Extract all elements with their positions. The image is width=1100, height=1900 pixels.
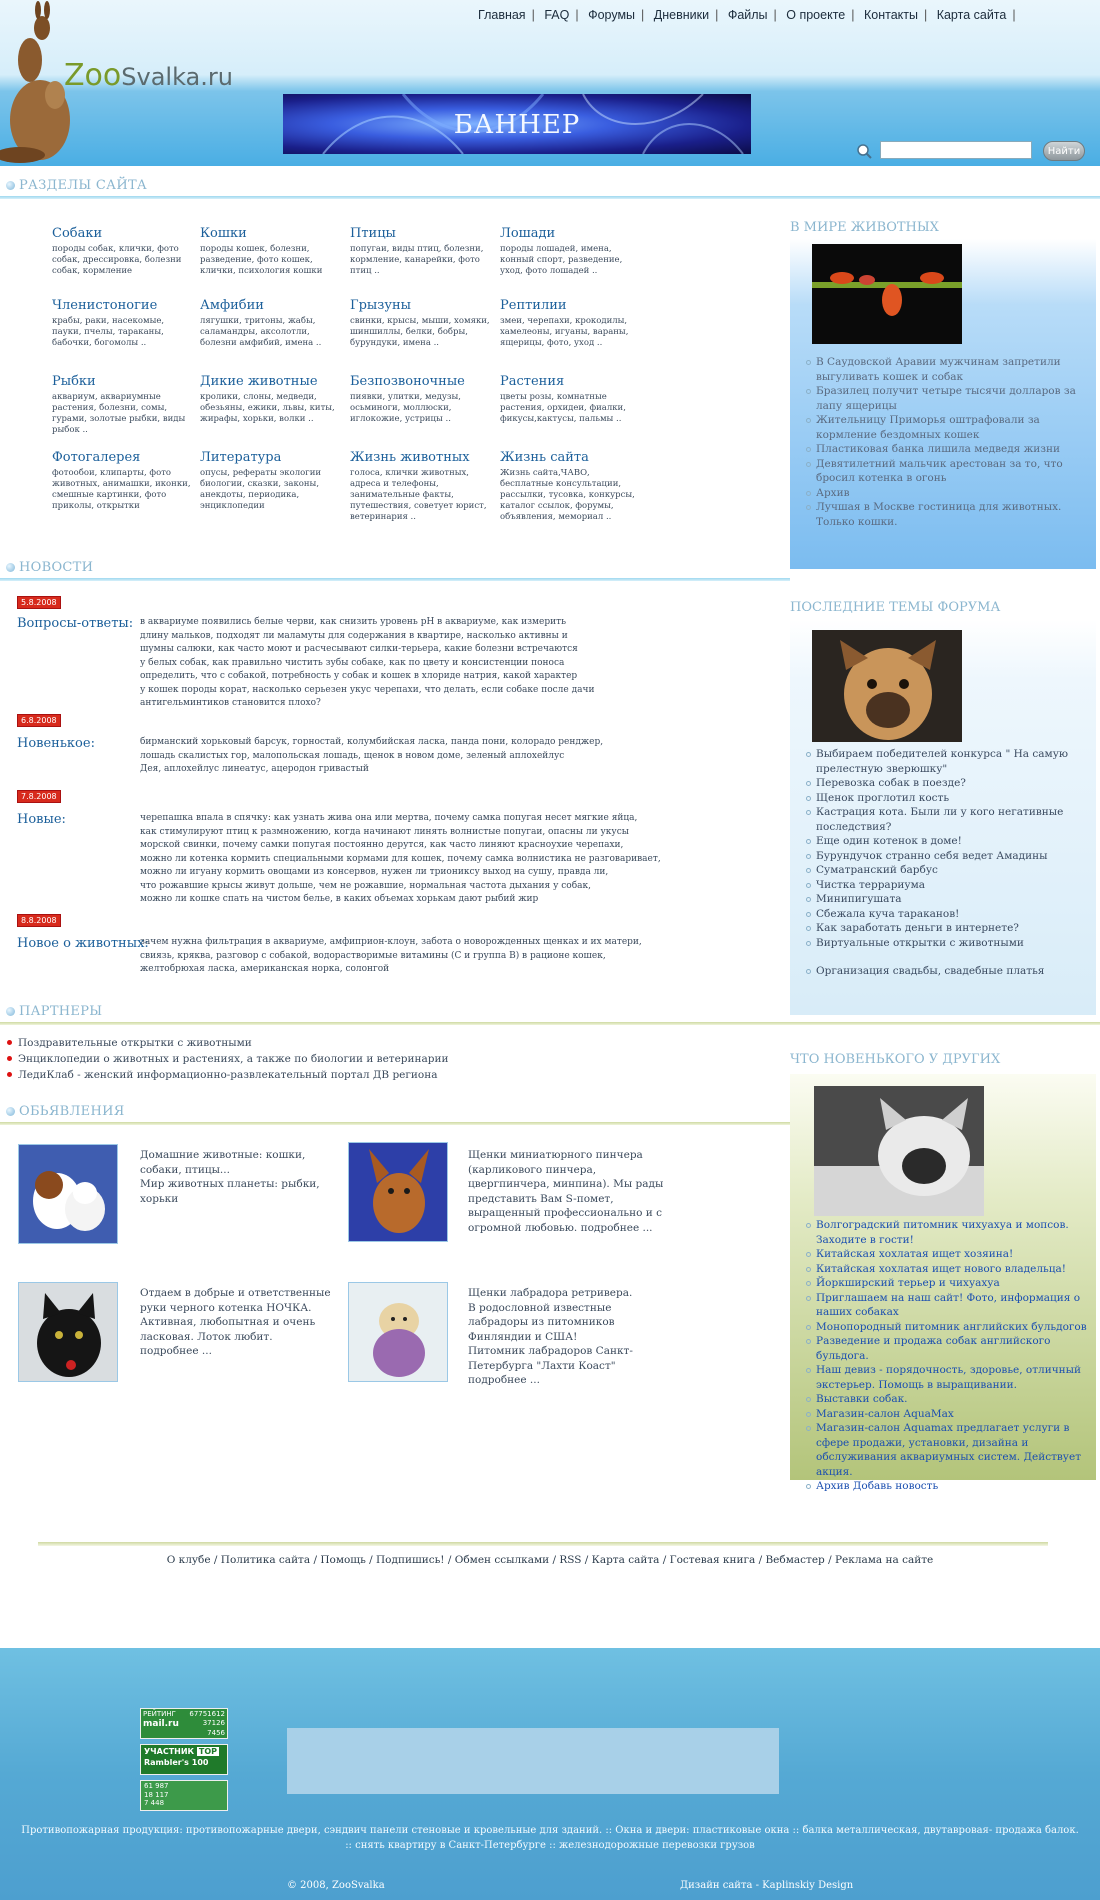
archive-link[interactable]: Архив xyxy=(806,486,1086,501)
news-date-badge: 8.8.2008 xyxy=(17,914,61,927)
category-desc: породы кошек, болезни, разведение, фото кошек, клички, психология кошки xyxy=(200,244,323,276)
section-title-animal-world: В МИРЕ ЖИВОТНЫХ xyxy=(790,220,939,235)
category-reptiles[interactable] xyxy=(500,298,640,349)
top-navigation: Главная | FAQ | Форумы | Дневники | Файлы | О проекте | Контакты | Карта сайта | xyxy=(478,8,1016,22)
others-archive-link[interactable]: Архив Добавь новость xyxy=(806,1479,1096,1494)
category-wild[interactable] xyxy=(200,374,340,425)
category-animal-life[interactable] xyxy=(350,450,490,523)
category-desc: свинки, крысы, мыши, хомяки, шиншиллы, белки, бобры, бурундуки, имена .. xyxy=(350,316,490,348)
forum-topic-link[interactable]: Как заработать деньги в интернете? xyxy=(806,921,1086,936)
category-title[interactable]: Рыбки xyxy=(52,374,96,389)
banner-text: БАННЕР xyxy=(453,110,581,140)
footer-divider xyxy=(38,1542,1048,1546)
mailru-rating-counter[interactable]: РЕЙТИНГ 67751612 mail.ru 37126 7456 xyxy=(140,1708,228,1739)
news-link[interactable]: В Саудовской Аравии мужчинам запретили выгуливать кошек и собак xyxy=(806,355,1086,384)
others-link[interactable]: Монопородный питомник английских бульдогов xyxy=(806,1320,1096,1335)
news-body[interactable]: зачем нужна фильтрация в аквариуме, амфиприон-клоун, забота о новорожденных щенках и их матери, свиязь, кряква, разговор с собакой, водорастворимые витамины (С и группа В) в рационе кошек, желтобрюхая ласка, американская норка, солонгой xyxy=(140,937,642,974)
site-logo[interactable] xyxy=(64,58,233,93)
others-link[interactable]: Китайская хохлатая ищет хозяина! xyxy=(806,1247,1096,1262)
others-link[interactable]: Наш девиз - порядочность, здоровье, отличный экстерьер. Помощь в выращивании. xyxy=(806,1363,1096,1392)
others-link[interactable]: Китайская хохлатая ищет нового владельца! xyxy=(806,1262,1096,1277)
category-horses[interactable] xyxy=(500,226,640,277)
news-body[interactable]: черепашка впала в спячку: как узнать жива она или мертва, почему самка попугая несет мягкие яйца, как стимулируют птиц к размножению, когда начинают линять волнистые попугаи, опасны ли укусы морской свинки, почему самки попугая постоянно дерутся, как часто линяют красноухие черепахи, можно ли котенка кормить специальными кормами для кошек, почему самка волнистика не разговаривает, можно ли игуану кормить овощами из консервов, нужен ли триониксу выход на сушу, правда ли, что рожавшие крысы живут дольше, чем не рожавшие, нормальная частота дыхания у собак, можно ли кошке спать на чистом белье, в каких объемах хорькам дают рыбий жир xyxy=(140,813,661,904)
category-desc: лягушки, тритоны, жабы, саламандры, аксолотли, болезни амфибий, имена .. xyxy=(200,316,322,348)
ad-text[interactable]: Щенки миниатюрного пинчера (карликового пинчера, цвергпинчера, минпина). Мы рады представить Вам S-помет, выращенный профессионально и с огромной любовью. подробнее ... xyxy=(468,1149,664,1234)
category-title[interactable]: Лошади xyxy=(500,226,556,241)
animal-world-image[interactable] xyxy=(812,244,962,344)
news-link[interactable]: Жительницу Приморья оштрафовали за кормление бездомных кошек xyxy=(806,413,1086,442)
footer-promo-links[interactable]: Противопожарная продукция: противопожарные двери, сэндвич панели стеновые и кровельные для зданий. :: Окна и двери: пластиковые окна :: балка металлическая, двутавровая- продажа балок. :: снять квартиру в Санкт-Петербурге :: железнодорожные перевозки грузов xyxy=(21,1825,1079,1851)
category-invertebrates[interactable] xyxy=(350,374,490,425)
forum-topic-link[interactable]: Минипигушата xyxy=(806,892,1086,907)
category-title[interactable]: Амфибии xyxy=(200,298,264,313)
news-date-badge: 7.8.2008 xyxy=(17,790,61,803)
section-title-news: НОВОСТИ xyxy=(6,560,93,575)
category-title[interactable]: Жизнь сайта xyxy=(500,450,589,465)
category-title[interactable]: Дикие животные xyxy=(200,374,318,389)
ad-text[interactable]: Щенки лабрадора ретривера. В родословной известные лабрадоры из питомников Финляндии и США! Питомник лабрадоров Санкт-Петербурга "Лахти Коаст" подробнее ... xyxy=(468,1287,633,1386)
news-title[interactable]: Новые: xyxy=(17,812,66,827)
forum-topic-link[interactable]: Сбежала куча тараканов! xyxy=(806,907,1086,922)
category-desc: змеи, черепахи, крокодилы, хамелеоны, игуаны, вараны, ящерицы, фото, уход .. xyxy=(500,316,629,348)
logo-domain-text: Svalka.ru xyxy=(121,63,233,91)
ad-image-labrador[interactable] xyxy=(348,1282,448,1382)
partner-link[interactable]: ЛедиКлаб - женский информационно-развлекательный портал ДВ региона xyxy=(6,1067,766,1083)
ad-text[interactable]: Домашние животные: кошки, собаки, птицы... Мир животных планеты: рыбки, хорьки xyxy=(140,1149,320,1205)
section-divider xyxy=(0,1022,1100,1025)
copyright: © 2008, ZooSvalka xyxy=(287,1880,385,1891)
logo-zoo-text: Zoo xyxy=(64,58,122,93)
category-title[interactable]: Фотогалерея xyxy=(52,450,141,465)
category-title[interactable]: Кошки xyxy=(200,226,247,241)
forum-topic-link[interactable]: Перевозка собак в поезде? xyxy=(806,776,1086,791)
category-desc: голоса, клички животных, адреса и телефоны, занимательные факты, путешествия, советует юрист, ветеринария .. xyxy=(350,468,487,522)
liveinternet-counter[interactable]: 61 987 18 117 7 448 xyxy=(140,1780,228,1811)
others-link[interactable]: Приглашаем на наш сайт! Фото, информация о наших собаках xyxy=(806,1291,1096,1320)
category-fish[interactable] xyxy=(52,374,192,436)
nav-sitemap[interactable]: Карта сайта xyxy=(936,8,1007,22)
category-title[interactable]: Растения xyxy=(500,374,565,389)
forum-topic-link[interactable]: Виртуальные открытки с животными xyxy=(806,936,1086,951)
section-divider xyxy=(0,196,1100,199)
news-link[interactable]: Девятилетний мальчик арестован за то, что бросил котенка в огонь xyxy=(806,457,1086,486)
sponsor-link[interactable]: Организация свадьбы, свадебные платья xyxy=(806,964,1086,979)
nav-home[interactable]: Главная xyxy=(478,8,526,22)
category-rodents[interactable] xyxy=(350,298,490,349)
news-title[interactable]: Новое о животных: xyxy=(17,936,149,951)
partners-list xyxy=(6,1035,766,1083)
section-title-ads: ОБЬЯВЛЕНИЯ xyxy=(6,1104,125,1119)
nav-diaries[interactable]: Дневники xyxy=(653,8,710,22)
others-link[interactable]: Выставки собак. xyxy=(806,1392,1096,1407)
news-title[interactable]: Новенькое: xyxy=(17,736,95,751)
banner[interactable] xyxy=(283,94,751,154)
news-title[interactable]: Вопросы-ответы: xyxy=(17,616,134,631)
search-button[interactable]: Найти xyxy=(1043,141,1085,161)
category-desc: пиявки, улитки, медузы, осьминоги, моллюски, иглокожие, устрицы .. xyxy=(350,392,461,424)
category-desc: крабы, раки, насекомые, пауки, пчелы, тараканы, бабочки, богомолы .. xyxy=(52,316,165,348)
category-title[interactable]: Жизнь животных xyxy=(350,450,470,465)
forum-topic-link[interactable]: Суматранский барбус xyxy=(806,863,1086,878)
category-desc: Жизнь сайта,ЧАВО, бесплатные консультации, рассылки, тусовка, конкурсы, каталог ссылок, форумы, объявления, мемориал .. xyxy=(500,468,635,522)
category-desc: опусы, рефераты экологии биологии, сказки, законы, анекдоты, периодика, энциклопедии xyxy=(200,468,322,511)
category-dogs[interactable] xyxy=(52,226,192,277)
category-amphibians[interactable] xyxy=(200,298,340,349)
nav-forums[interactable]: Форумы xyxy=(588,8,636,22)
category-title[interactable]: Рептилии xyxy=(500,298,567,313)
category-literature[interactable] xyxy=(200,450,340,512)
nav-contacts[interactable]: Контакты xyxy=(863,8,918,22)
footer-links[interactable]: О клубе / Политика сайта / Помощь / Подпишись! / Обмен ссылками / RSS / Карта сайта / Гостевая книга / Вебмастер / Реклама на сайте xyxy=(166,1554,934,1566)
news-date-badge: 6.8.2008 xyxy=(17,714,61,727)
category-cats[interactable] xyxy=(200,226,340,277)
ad-text[interactable]: Отдаем в добрые и ответственные руки черного котенка НОЧКА. Активная, любопытная и очень ласковая. Лоток любит. подробнее ... xyxy=(140,1287,331,1357)
forum-topic-link[interactable]: Бурундучок странно себя ведет Амадины xyxy=(806,849,1086,864)
category-birds[interactable] xyxy=(350,226,490,277)
category-plants[interactable] xyxy=(500,374,640,425)
forum-topic-link[interactable]: Кастрация кота. Были ли у кого негативные последствия? xyxy=(806,805,1086,834)
category-desc: аквариум, аквариумные растения, болезни, сомы, гурами, золотые рыбки, виды рыбок .. xyxy=(52,392,186,435)
category-title[interactable]: Безпозвоночные xyxy=(350,374,465,389)
category-site-life[interactable] xyxy=(500,450,640,523)
category-desc: цветы розы, комнатные растения, орхидеи, фиалки, фикусы,кактусы, пальмы .. xyxy=(500,392,626,424)
section-title-partners: ПАРТНЕРЫ xyxy=(6,1004,102,1019)
forum-topic-link[interactable]: Еще один котенок в доме! xyxy=(806,834,1086,849)
nav-files[interactable]: Файлы xyxy=(727,8,768,22)
forum-topics-list xyxy=(806,747,1086,979)
category-desc: породы собак, клички, фото собак, дрессировка, болезни собак, кормление xyxy=(52,244,182,276)
section-title-forum: ПОСЛЕДНИЕ ТЕМЫ ФОРУМА xyxy=(790,600,1001,615)
news-link[interactable]: Бразилец получит четыре тысячи долларов за лапу ящерицы xyxy=(806,384,1086,413)
news-link[interactable]: Лучшая в Москве гостиница для животных. Только кошки. xyxy=(806,500,1086,529)
nav-faq[interactable]: FAQ xyxy=(544,8,570,22)
news-body[interactable]: в аквариуме появились белые черви, как снизить уровень pH в аквариуме, как измерить длину мальков, подходят ли маламуты для содержания в квартире, насколько активны и шумны салюки, как часто моют и расчесывают силки-терьера, какие болезни встречаются у белых собак, как правильно чистить зубы собаке, как по цвету и консистенции поноса определить, что с собакой, потребность у собак и кошек в хлориде натрия, какой характер у кошек породы корат, насколько серьезен укус черепахи, что делать, если собаке после дачи антигельминтиков становится плохо? xyxy=(140,617,595,708)
search-icon xyxy=(856,143,872,159)
forum-image-dog[interactable] xyxy=(812,630,962,742)
category-title[interactable]: Грызуны xyxy=(350,298,412,313)
news-link[interactable]: Пластиковая банка лишила медведя жизни xyxy=(806,442,1086,457)
nav-about[interactable]: О проекте xyxy=(786,8,846,22)
forum-topic-link[interactable]: Выбираем победителей конкурса " На самую прелестную зверюшку" xyxy=(806,747,1086,776)
others-link[interactable]: Магазин-салон AquaMax xyxy=(806,1407,1096,1422)
category-desc: породы лошадей, имена, конный спорт, разведение, уход, фото лошадей .. xyxy=(500,244,623,276)
others-link[interactable]: Волгоградский питомник чихуахуа и мопсов. Заходите в гости! xyxy=(806,1218,1096,1247)
category-title[interactable]: Собаки xyxy=(52,226,103,241)
category-title[interactable]: Литература xyxy=(200,450,282,465)
animal-world-news-list xyxy=(806,355,1086,529)
search-input[interactable] xyxy=(880,141,1032,159)
rambler-top100-counter[interactable]: УЧАСТНИК TOP Rambler's 100 xyxy=(140,1744,228,1775)
category-desc: фотообои, клипарты, фото животных, анимашки, иконки, смешные картинки, фото приколы, открытки xyxy=(52,468,191,511)
others-link[interactable]: Магазин-салон Aquamax предлагает услуги в сфере продажи, установки, дизайна и обслуживания аквариумных систем. Действует акция. xyxy=(806,1421,1096,1479)
category-title[interactable]: Членистоногие xyxy=(52,298,158,313)
category-desc: попугаи, виды птиц, болезни, кормление, канарейки, фото птиц .. xyxy=(350,244,484,276)
news-date-badge: 5.8.2008 xyxy=(17,596,61,609)
category-arthropods[interactable] xyxy=(52,298,192,349)
partner-link[interactable]: Поздравительные открытки с животными xyxy=(6,1035,766,1051)
ad-image-pinscher[interactable] xyxy=(348,1142,448,1242)
forum-topic-link[interactable]: Чистка террариума xyxy=(806,878,1086,893)
section-divider xyxy=(0,578,790,581)
footer-ad-placeholder[interactable] xyxy=(287,1728,779,1794)
news-body[interactable]: бирманский хорьковый барсук, горностай, колумбийская ласка, панда пони, колорадо ренджер, лошадь скалистых гор, малопольская лошадь, щенок в новом доме, зеленый аплохейлус Дея, аплохейлус линеатус, ацеродон гривастый xyxy=(140,737,604,774)
others-image-dog[interactable] xyxy=(814,1086,984,1216)
category-title[interactable]: Птицы xyxy=(350,226,396,241)
category-desc: кролики, слоны, медведи, обезьяны, ежики, львы, киты, жирафы, хорьки, волки .. xyxy=(200,392,335,424)
forum-topic-link[interactable]: Щенок проглотил кость xyxy=(806,791,1086,806)
category-gallery[interactable] xyxy=(52,450,192,512)
ad-image-puppy-kitten[interactable] xyxy=(18,1144,118,1244)
ad-image-black-kitten[interactable] xyxy=(18,1282,118,1382)
partner-link[interactable]: Энциклопедии о животных и растениях, а также по биологии и ветеринарии xyxy=(6,1051,766,1067)
others-news-list xyxy=(806,1218,1096,1494)
design-credit[interactable]: Дизайн сайта - Kaplinskiy Design xyxy=(680,1880,854,1891)
others-link[interactable]: Разведение и продажа собак английского бульдога. xyxy=(806,1334,1096,1363)
section-title-razdely: РАЗДЕЛЫ САЙТА xyxy=(6,178,147,193)
others-link[interactable]: Йоркширский терьер и чихуахуа xyxy=(806,1276,1096,1291)
section-divider xyxy=(0,1122,790,1125)
section-title-others: ЧТО НОВЕНЬКОГО У ДРУГИХ xyxy=(790,1052,1001,1067)
